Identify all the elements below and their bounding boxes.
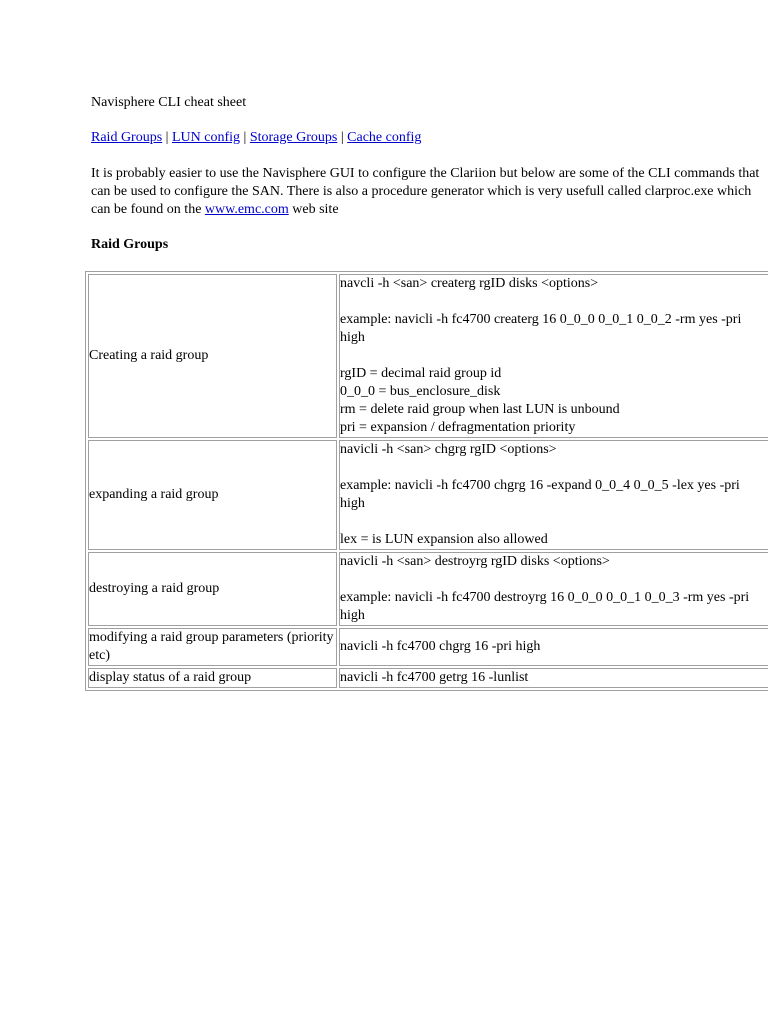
intro-paragraph — [91, 165, 761, 219]
command-cell — [339, 552, 768, 626]
command-cell — [339, 668, 768, 688]
command-cell — [339, 440, 768, 550]
command-line: high — [340, 608, 365, 623]
command-line: rm = delete raid group when last LUN is unbound — [340, 402, 620, 417]
command-line: navcli -h <san> createrg rgID disks <options> — [340, 276, 599, 291]
command-line: navicli -h <san> chgrg rgID <options> — [340, 442, 557, 457]
command-line — [340, 293, 768, 311]
nav-link-lun-config[interactable]: LUN config — [171, 130, 241, 145]
nav-separator: | — [240, 130, 250, 145]
command-line: 0_0_0 = bus_enclosure_disk — [340, 384, 501, 399]
emc-website-link[interactable]: www.emc.com — [204, 202, 289, 217]
action-cell: modifying a raid group parameters (priority etc) — [88, 628, 337, 666]
table-row — [88, 552, 768, 626]
raid-groups-table — [85, 271, 768, 691]
section-heading-raid-groups: Raid Groups — [91, 237, 169, 252]
command-line — [340, 459, 768, 477]
table-row — [88, 274, 768, 438]
command-line: navicli -h fc4700 getrg 16 -lunlist — [340, 670, 529, 685]
command-line: navicli -h fc4700 chgrg 16 -pri high — [340, 639, 541, 654]
table-row — [88, 668, 768, 688]
command-line: example: navicli -h fc4700 chgrg 16 -expand 0_0_4 0_0_5 -lex yes -pri — [340, 478, 740, 493]
command-line: high — [340, 330, 365, 345]
command-line: rgID = decimal raid group id — [340, 366, 502, 381]
action-cell: Creating a raid group — [88, 274, 337, 438]
nav-link-raid-groups[interactable]: Raid Groups — [91, 130, 163, 145]
table-row — [88, 628, 768, 666]
command-line — [340, 347, 768, 365]
action-cell: display status of a raid group — [88, 668, 337, 688]
page-title: Navisphere CLI cheat sheet — [91, 95, 247, 110]
command-cell — [339, 274, 768, 438]
table-row — [88, 440, 768, 550]
action-cell: expanding a raid group — [88, 440, 337, 550]
nav-link-storage-groups[interactable]: Storage Groups — [249, 130, 338, 145]
command-line — [340, 513, 768, 531]
command-line: pri = expansion / defragmentation priority — [340, 420, 576, 435]
command-line: example: navicli -h fc4700 destroyrg 16 0_0_0 0_0_1 0_0_3 -rm yes -pri — [340, 590, 750, 605]
nav-separator: | — [162, 130, 172, 145]
command-line: lex = is LUN expansion also allowed — [340, 532, 548, 547]
command-line: example: navicli -h fc4700 createrg 16 0_0_0 0_0_1 0_0_2 -rm yes -pri — [340, 312, 742, 327]
intro-text: It is probably easier to use the Navisphere GUI to configure the Clariion but below are some of the CLI commands that can be used to configure the SAN. There is also a procedure generator which is very usefull called clarproc.exe which can be found on the — [91, 166, 760, 217]
command-line — [340, 571, 768, 589]
command-line: navicli -h <san> destroyrg rgID disks <options> — [340, 554, 610, 569]
command-cell — [339, 628, 768, 666]
section-nav — [91, 129, 421, 147]
command-line: high — [340, 496, 365, 511]
action-cell: destroying a raid group — [88, 552, 337, 626]
nav-link-cache-config[interactable]: Cache config — [347, 130, 422, 145]
intro-text-end: web site — [288, 202, 339, 217]
nav-separator: | — [337, 130, 348, 145]
